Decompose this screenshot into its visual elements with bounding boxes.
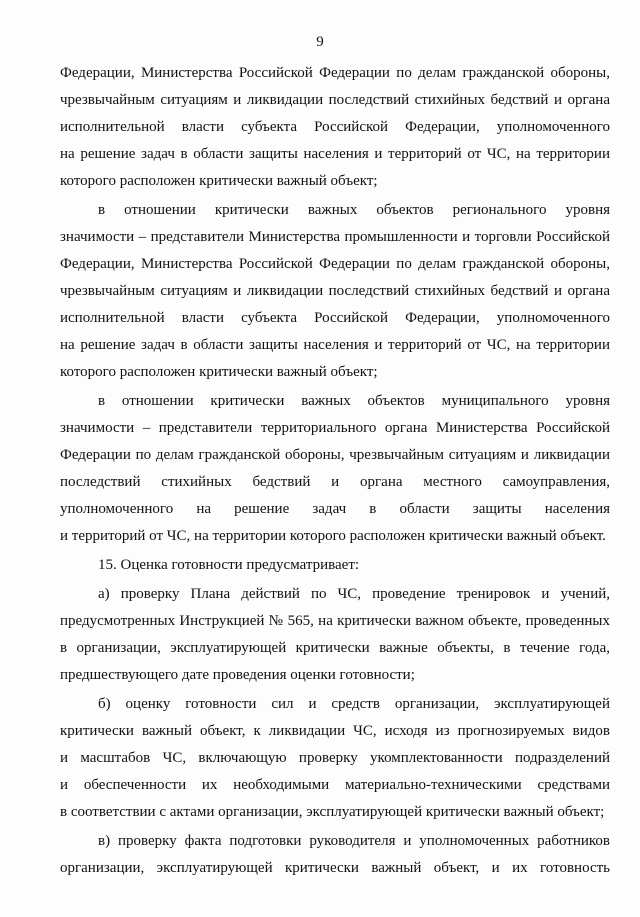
text-line: предусмотренных Инструкцией № 565, на критически важном объекте, проведенных (60, 613, 610, 629)
text-line: в) проверку факта подготовки руководителя и уполномоченных работников (98, 833, 610, 849)
section-heading: 15. Оценка готовности предусматривает: (98, 557, 360, 573)
text-line: Федерации по делам гражданской обороны, чрезвычайным ситуациям и ликвидации (60, 447, 610, 463)
text-line: организации, эксплуатирующей критически важный объект, и их готовность (60, 860, 610, 876)
text-line: последствий стихийных бедствий и органа местного самоуправления, (60, 474, 610, 490)
text-line: значимости – представители Министерства промышленности и торговли Российской (60, 229, 610, 245)
text-line: и масштабов ЧС, включающую проверку укомплектованности подразделений (60, 750, 610, 766)
text-line: Федерации, Министерства Российской Федерации по делам гражданской обороны, (60, 256, 610, 272)
text-line: уполномоченного на решение задач в области защиты населения (60, 501, 610, 517)
text-line: и обеспеченности их необходимыми материально-техническими средствами (60, 777, 610, 793)
text-line: на решение задач в области защиты населения и территорий от ЧС, на территории (60, 146, 610, 162)
text-line: Федерации, Министерства Российской Федерации по делам гражданской обороны, (60, 65, 610, 81)
text-line: критически важный объект, к ликвидации ЧС, исходя из прогнозируемых видов (60, 723, 610, 739)
page-number: 9 (316, 34, 324, 50)
text-line: в соответствии с актами организации, эксплуатирующей критически важный объект; (60, 804, 605, 820)
text-line: в отношении критически важных объектов регионального уровня (98, 202, 610, 218)
text-line: на решение задач в области защиты населения и территорий от ЧС, на территории (60, 337, 610, 353)
text-line: в организации, эксплуатирующей критически важные объекты, в течение года, (60, 640, 610, 656)
text-line: которого расположен критически важный объект; (60, 173, 378, 189)
text-line: значимости – представители территориального органа Министерства Российской (60, 420, 610, 436)
text-line: исполнительной власти субъекта Российской Федерации, уполномоченного (60, 119, 610, 135)
text-line: чрезвычайным ситуациям и ликвидации последствий стихийных бедствий и органа (60, 92, 610, 108)
text-line: которого расположен критически важный объект; (60, 364, 378, 380)
text-line: предшествующего дате проведения оценки готовности; (60, 667, 415, 683)
text-line: в отношении критически важных объектов муниципального уровня (98, 393, 610, 409)
text-line: исполнительной власти субъекта Российской Федерации, уполномоченного (60, 310, 610, 326)
text-line: чрезвычайным ситуациям и ликвидации последствий стихийных бедствий и органа (60, 283, 610, 299)
text-line: и территорий от ЧС, на территории которого расположен критически важный объект. (60, 528, 606, 544)
text-line: а) проверку Плана действий по ЧС, проведение тренировок и учений, (98, 586, 610, 602)
text-line: б) оценку готовности сил и средств организации, эксплуатирующей (98, 696, 610, 712)
